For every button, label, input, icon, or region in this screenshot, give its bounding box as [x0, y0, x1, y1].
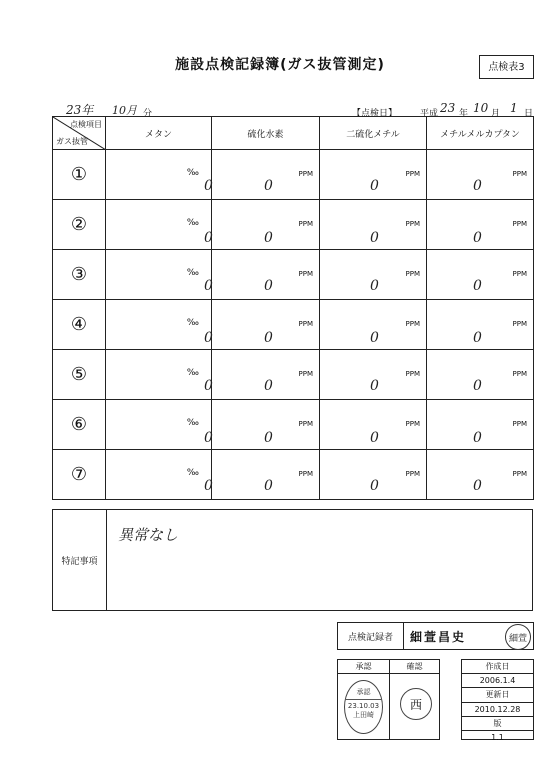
measurement-cell: [106, 400, 212, 450]
table-corner-cell: [53, 117, 106, 150]
updated-label: 更新日: [462, 688, 533, 702]
measurement-value: 0: [204, 230, 213, 246]
approval-box: [337, 659, 440, 740]
measurement-value: 0: [473, 278, 482, 294]
measurement-cell: [320, 350, 427, 400]
measurement-value: 0: [264, 478, 273, 494]
table-row: [53, 200, 534, 250]
page-title: 施設点検記録簿(ガス抜管測定): [175, 57, 385, 73]
recorder-name: 細萱昌史: [410, 630, 467, 644]
measurement-cell: [320, 400, 427, 450]
measurement-cell: [212, 200, 320, 250]
table-row: [53, 250, 534, 300]
unit-label: PPM: [405, 170, 420, 178]
measurement-cell: [320, 150, 427, 200]
measurement-value: 0: [370, 330, 379, 346]
unit-label: PPM: [512, 420, 527, 428]
measurement-cell: [427, 450, 534, 500]
measurement-value: 0: [264, 378, 273, 394]
column-header-hydrogen-sulfide: 硫化水素: [212, 117, 320, 150]
remarks-text: 異常なし: [118, 526, 179, 544]
measurement-value: 0: [204, 178, 213, 194]
measurement-cell: [212, 400, 320, 450]
unit-label: ‰: [186, 468, 199, 478]
corner-label-pipes: ガス抜管: [56, 137, 88, 146]
form-id-badge: 点検表3: [479, 55, 534, 79]
measurement-cell: [427, 300, 534, 350]
document-info-box: [461, 659, 534, 740]
version-label: 版: [462, 717, 533, 731]
approve-header: 承認: [338, 660, 389, 674]
stamp-approve-text: 承認: [345, 687, 382, 700]
header-year-value: 23: [440, 101, 456, 115]
measurement-value: 0: [370, 278, 379, 294]
measurement-value: 0: [473, 330, 482, 346]
unit-label: PPM: [298, 420, 313, 428]
unit-label: PPM: [298, 220, 313, 228]
measurement-cell: [106, 450, 212, 500]
measurement-cell: [106, 250, 212, 300]
measurement-value: 0: [473, 230, 482, 246]
recorder-seal-stamp: 細萱: [505, 624, 531, 650]
unit-label: PPM: [512, 170, 527, 178]
unit-label: PPM: [405, 270, 420, 278]
measurement-value: 0: [264, 330, 273, 346]
measurement-cell: [320, 450, 427, 500]
table-row: [53, 400, 534, 450]
stamp-name-text: 上田崎: [353, 711, 374, 719]
table-row: [53, 300, 534, 350]
measurement-value: 0: [264, 430, 273, 446]
unit-label: ‰: [186, 368, 199, 378]
measurement-cell: [427, 400, 534, 450]
measurement-cell: [427, 250, 534, 300]
unit-label: PPM: [512, 270, 527, 278]
measurement-cell: [320, 300, 427, 350]
header-minute-suffix: 分: [143, 109, 153, 119]
inspection-date-label: 【点検日】: [352, 109, 398, 119]
measurement-value: 0: [204, 430, 213, 446]
version-value: 1.1: [491, 732, 504, 742]
unit-label: PPM: [298, 270, 313, 278]
unit-label: ‰: [186, 218, 199, 228]
measurement-value: 0: [204, 330, 213, 346]
unit-label: PPM: [512, 320, 527, 328]
measurement-value: 0: [204, 278, 213, 294]
unit-label: PPM: [298, 320, 313, 328]
table-row: [53, 150, 534, 200]
updated-date: 2010.12.28: [462, 703, 533, 717]
measurement-value: 0: [204, 478, 213, 494]
header-day-value: 1: [510, 101, 518, 115]
measurement-cell: [212, 350, 320, 400]
recorder-label: 点検記録者: [338, 623, 404, 649]
unit-label: ‰: [186, 318, 199, 328]
measurement-cell: [212, 150, 320, 200]
measurement-cell: [320, 250, 427, 300]
created-date: 2006.1.4: [462, 674, 533, 688]
unit-label: PPM: [512, 470, 527, 478]
corner-label-items: 点検項目: [70, 120, 102, 129]
header-era: 平成: [420, 109, 439, 119]
measurement-table: [52, 116, 534, 500]
row-label: ⑦: [53, 450, 106, 500]
measurement-cell: [427, 200, 534, 250]
measurement-value: 0: [370, 478, 379, 494]
stamp-date-text: 23.10.03: [347, 702, 380, 710]
measurement-value: 0: [370, 178, 379, 194]
measurement-cell: [427, 350, 534, 400]
recorder-box: [337, 622, 534, 650]
measurement-cell: [212, 250, 320, 300]
measurement-cell: [106, 200, 212, 250]
row-label: ③: [53, 250, 106, 300]
row-label: ①: [53, 150, 106, 200]
measurement-cell: [106, 300, 212, 350]
measurement-value: 0: [204, 378, 213, 394]
created-label: 作成日: [462, 660, 533, 674]
approval-date-stamp: [344, 680, 383, 734]
unit-label: ‰: [186, 418, 199, 428]
remarks-label: 特記事項: [53, 510, 107, 610]
measurement-value: 0: [473, 378, 482, 394]
table-row: [53, 450, 534, 500]
measurement-value: 0: [264, 178, 273, 194]
row-label: ⑤: [53, 350, 106, 400]
header-day-unit: 日: [524, 109, 534, 119]
table-row: [53, 350, 534, 400]
header-year-handwritten: 23年: [66, 103, 94, 117]
column-header-methane: メタン: [106, 117, 212, 150]
measurement-value: 0: [264, 278, 273, 294]
measurement-cell: [106, 350, 212, 400]
row-label: ②: [53, 200, 106, 250]
measurement-cell: [427, 150, 534, 200]
unit-label: PPM: [405, 370, 420, 378]
unit-label: PPM: [405, 220, 420, 228]
unit-label: PPM: [405, 470, 420, 478]
measurement-value: 0: [264, 230, 273, 246]
header-month-value: 10: [473, 101, 489, 115]
unit-label: ‰: [186, 268, 199, 278]
measurement-cell: [320, 200, 427, 250]
confirm-header: 確認: [390, 660, 439, 674]
measurement-value: 0: [370, 378, 379, 394]
unit-label: PPM: [298, 470, 313, 478]
row-label: ⑥: [53, 400, 106, 450]
measurement-value: 0: [370, 430, 379, 446]
measurement-value: 0: [473, 430, 482, 446]
unit-label: PPM: [405, 320, 420, 328]
measurement-cell: [212, 450, 320, 500]
header-year-unit: 年: [459, 109, 469, 119]
unit-label: PPM: [405, 420, 420, 428]
measurement-value: 0: [370, 230, 379, 246]
measurement-value: 0: [473, 478, 482, 494]
unit-label: PPM: [298, 170, 313, 178]
unit-label: ‰: [186, 168, 199, 178]
confirm-seal-stamp: 西: [400, 688, 432, 720]
unit-label: PPM: [512, 370, 527, 378]
column-header-methyl-disulfide: 二硫化メチル: [320, 117, 427, 150]
remarks-box: [52, 509, 533, 611]
measurement-cell: [212, 300, 320, 350]
approval-divider: [389, 660, 390, 739]
unit-label: PPM: [298, 370, 313, 378]
measurement-value: 0: [473, 178, 482, 194]
row-label: ④: [53, 300, 106, 350]
measurement-cell: [106, 150, 212, 200]
header-month-unit: 月: [491, 109, 501, 119]
column-header-methyl-mercaptan: メチルメルカプタン: [427, 117, 534, 150]
unit-label: PPM: [512, 220, 527, 228]
header-month-handwritten: 10月: [112, 104, 137, 117]
